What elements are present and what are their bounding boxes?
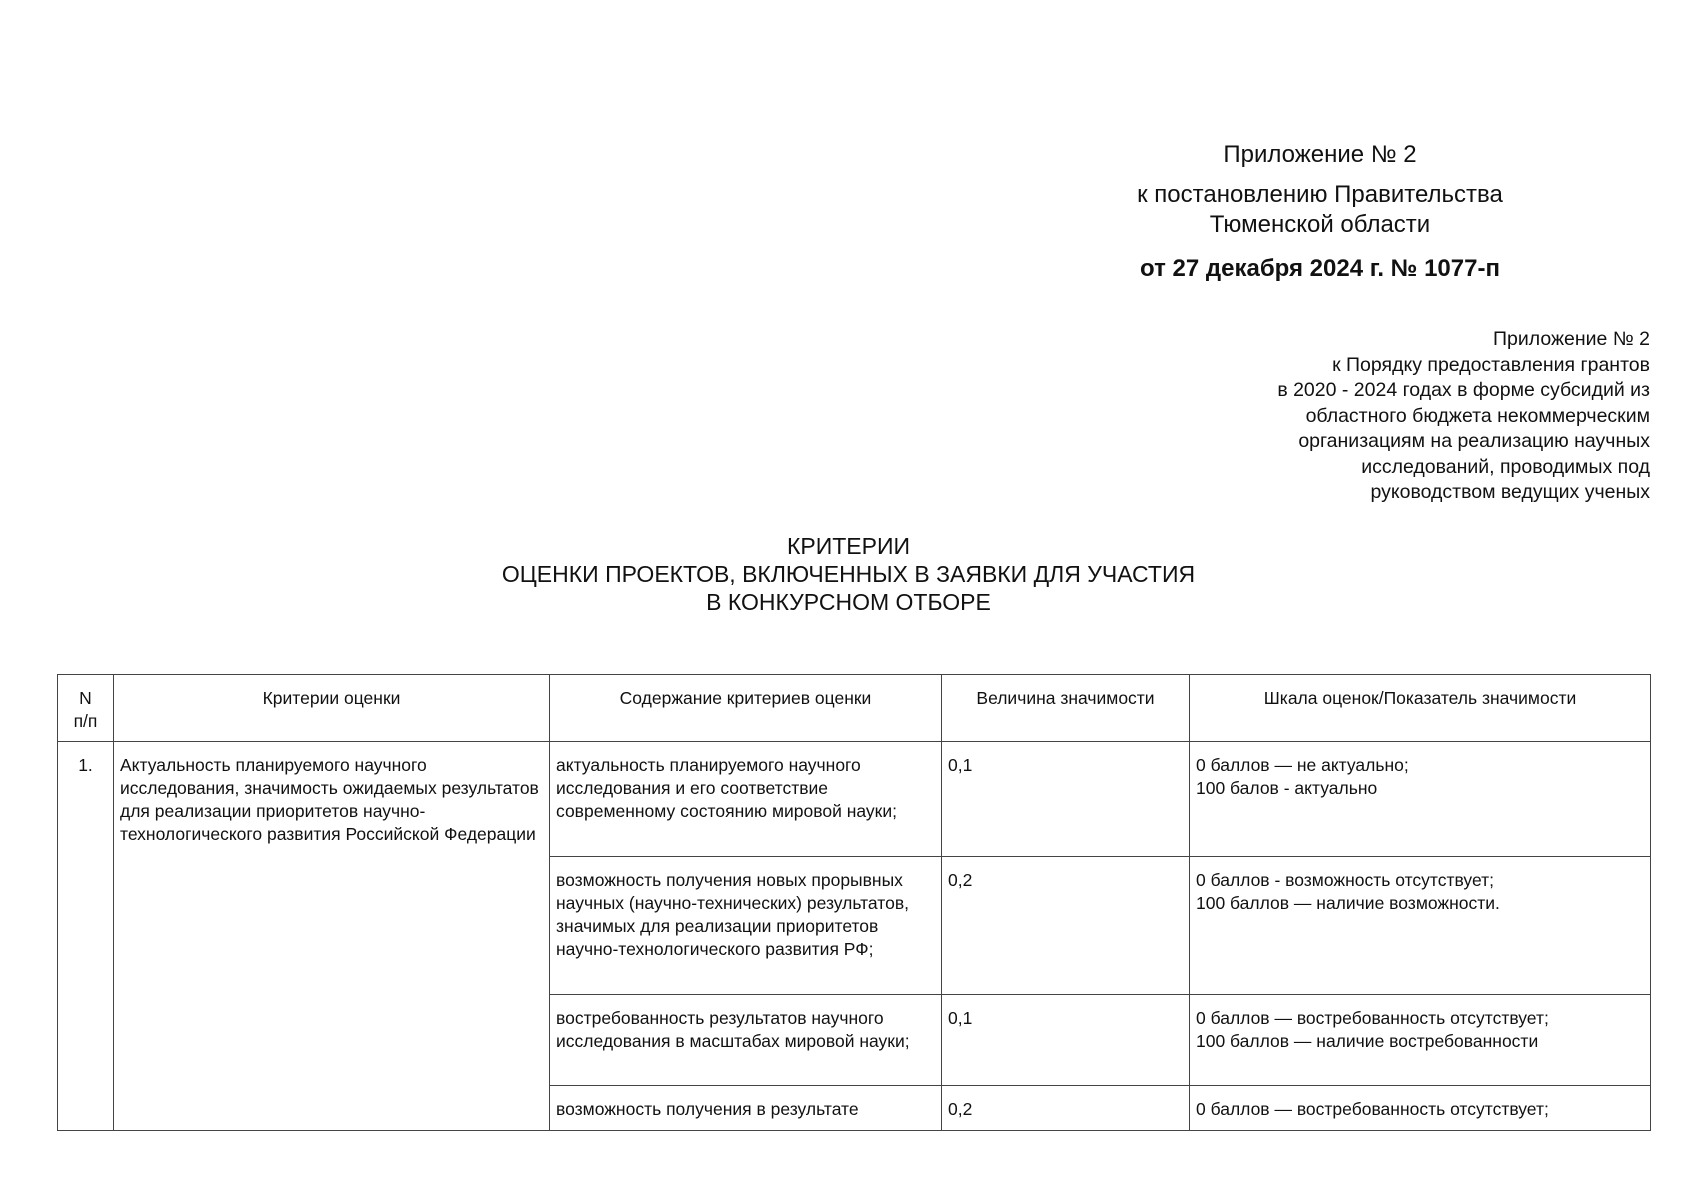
- scale-line: 100 балов - актуально: [1196, 778, 1378, 798]
- criteria-table: [57, 674, 1651, 1131]
- header-weight: Величина значимости: [942, 675, 1190, 742]
- cell-content: востребованность результатов научного исследования в масштабах мировой науки;: [550, 995, 942, 1086]
- annex-order-line: исследований, проводимых под: [1361, 455, 1650, 478]
- scale-line: 0 баллов - возможность отсутствует;: [1196, 870, 1494, 890]
- document-title-line: В КОНКУРСНОМ ОТБОРЕ: [706, 589, 991, 615]
- cell-scale: [1190, 742, 1651, 857]
- header-num-line1: N: [79, 688, 92, 708]
- header-criteria: Критерии оценки: [114, 675, 550, 742]
- annex-main-block: [1090, 140, 1550, 284]
- scale-line: 100 баллов — наличие востребованности: [1196, 1031, 1539, 1051]
- cell-weight: 0,2: [942, 857, 1190, 995]
- header-scale: Шкала оценок/Показатель значимости: [1190, 675, 1651, 742]
- annex-order-line: руководством ведущих ученых: [1370, 481, 1650, 503]
- cell-scale: [1190, 1086, 1651, 1131]
- document-title-line: КРИТЕРИИ: [786, 533, 911, 559]
- scale-line: 0 баллов — востребованность отсутствует;: [1196, 1008, 1549, 1028]
- cell-content: возможность получения новых прорывных научных (научно-технических) результатов, значимых для реализации приоритетов научно-технологического развития РФ;: [550, 857, 942, 995]
- cell-scale: [1190, 995, 1651, 1086]
- annex-order-line: к Порядку предоставления грантов: [1332, 353, 1650, 376]
- cell-content: актуальность планируемого научного исследования и его соответствие современному состоянию мировой науки;: [550, 742, 942, 857]
- scale-line: 0 баллов — не актуально;: [1196, 755, 1409, 775]
- annex-main-line2: Тюменской области: [1209, 211, 1431, 238]
- cell-scale: [1190, 857, 1651, 995]
- document-title: [0, 532, 1697, 616]
- scale-line: 0 баллов — востребованность отсутствует;: [1196, 1099, 1549, 1119]
- cell-num: 1.: [58, 742, 114, 1131]
- cell-weight: 0,1: [942, 995, 1190, 1086]
- cell-content: возможность получения в результате: [550, 1086, 942, 1131]
- annex-order-block: [1130, 327, 1650, 506]
- header-content: Содержание критериев оценки: [550, 675, 942, 742]
- cell-weight: 0,2: [942, 1086, 1190, 1131]
- annex-order-line: Приложение № 2: [1493, 328, 1650, 350]
- document-title-line: ОЦЕНКИ ПРОЕКТОВ, ВКЛЮЧЕННЫХ В ЗАЯВКИ ДЛЯ УЧАСТИЯ: [501, 561, 1196, 587]
- cell-criterion: Актуальность планируемого научного исследования, значимость ожидаемых результатов для реализации приоритетов научно-технологического развития Российской Федерации: [114, 742, 550, 1131]
- table-row: [58, 742, 1651, 857]
- annex-order-line: в 2020 - 2024 годах в форме субсидий из: [1277, 379, 1650, 401]
- table-header-row: [58, 675, 1651, 742]
- header-num: [58, 675, 114, 742]
- annex-order-line: организациям на реализацию научных: [1298, 430, 1650, 452]
- header-num-line2: п/п: [73, 711, 98, 731]
- decree-date: от 27 декабря 2024 г. № 1077-п: [1140, 255, 1500, 282]
- cell-weight: 0,1: [942, 742, 1190, 857]
- annex-main-line1: к постановлению Правительства: [1137, 181, 1503, 208]
- annex-main-title: Приложение № 2: [1223, 141, 1417, 168]
- scale-line: 100 баллов — наличие возможности.: [1196, 893, 1500, 913]
- annex-order-line: областного бюджета некоммерческим: [1305, 404, 1650, 427]
